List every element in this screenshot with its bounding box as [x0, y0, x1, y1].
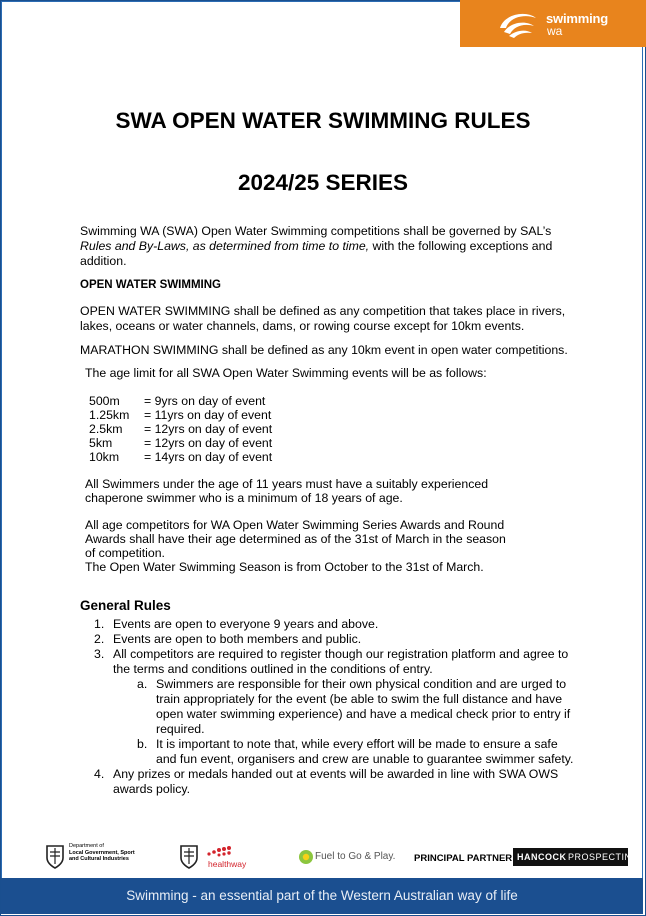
age-distance: 500m	[89, 394, 120, 408]
rule-3a-line-1: Swimmers are responsible for their own physical condition and are urged to	[156, 677, 567, 691]
age-rule: = 9yrs on day of event	[144, 394, 266, 408]
awards-line-3: of competition.	[85, 546, 165, 560]
prospecting-text: PROSPECTING	[568, 852, 640, 862]
age-limit-row	[89, 408, 271, 422]
rule-sub-letter: b.	[137, 737, 148, 751]
dlgsc-logo	[44, 840, 154, 872]
footer-banner	[1, 878, 643, 914]
government-crest-icon	[44, 842, 66, 870]
fuel-to-go-logo	[298, 840, 398, 872]
intro-line-1: Swimming WA (SWA) Open Water Swimming competitions shall be governed by SAL’s	[80, 224, 552, 238]
healthway-dots-icon	[205, 844, 235, 858]
rule-3a-line-2: train appropriately for the event (be able to swim the full distance and have	[156, 692, 563, 706]
age-rule: = 12yrs on day of event	[144, 422, 273, 436]
fuel-icon	[298, 849, 314, 865]
ows-definition-line-1: OPEN WATER SWIMMING shall be defined as any competition that takes place in rivers,	[80, 304, 566, 318]
dept-line-3: and Cultural Industries	[69, 856, 129, 862]
age-limit-row	[89, 394, 265, 408]
rule-3a-line-3: open water swimming experience) and have a medical check prior to entry if	[156, 707, 571, 721]
document-subtitle: 2024/25 SERIES	[237, 170, 409, 195]
age-limit-intro: The age limit for all SWA Open Water Swimming events will be as follows:	[85, 366, 487, 380]
chaperone-line-2: chaperone swimmer who is a minimum of 18 years of age.	[85, 491, 403, 505]
chaperone-line-1: All Swimmers under the age of 11 years must have a suitably experienced	[85, 477, 489, 491]
rule-3-text-line-2: the terms and conditions outlined in the conditions of entry.	[113, 662, 433, 676]
government-crest-icon	[178, 842, 200, 870]
principal-partner-label: PRINCIPAL PARTNER	[414, 853, 513, 864]
age-rule: = 11yrs on day of event	[144, 408, 272, 422]
awards-line-2: Awards shall have their age determined as of the 31st of March in the season	[85, 532, 506, 546]
rule-number: 2.	[94, 632, 105, 646]
swimming-wa-logo	[460, 0, 646, 47]
intro-italic: Rules and By-Laws, as determined from time to time,	[80, 239, 370, 253]
healthway-logo	[178, 840, 258, 872]
awards-line-1: All age competitors for WA Open Water Swimming Series Awards and Round	[85, 518, 505, 532]
rule-3b-line-2: and fun event, organisers and crew are unable to guarantee swimmer safety.	[156, 752, 574, 766]
dept-line-1: Department of	[69, 843, 104, 849]
rule-4-line-2: awards policy.	[113, 782, 190, 796]
dept-line-2: Local Government, Sport	[69, 849, 135, 856]
document-title: SWA OPEN WATER SWIMMING RULES	[115, 108, 531, 133]
intro-line-2	[80, 239, 552, 254]
fuel-text: Fuel to Go & Play.	[315, 851, 396, 862]
logo-text-wa: wa	[547, 24, 563, 38]
age-distance: 5km	[89, 436, 113, 450]
section-heading-ows: OPEN WATER SWIMMING	[80, 279, 221, 291]
healthway-text: healthway	[208, 859, 247, 869]
intro-line-3: addition.	[80, 254, 127, 268]
age-limit-row	[89, 450, 272, 464]
age-rule: = 14yrs on day of event	[144, 450, 273, 464]
rule-2-text: Events are open to both members and public.	[113, 632, 362, 646]
age-limit-row	[89, 422, 272, 436]
hancock-text: HANCOCK	[517, 852, 567, 862]
intro-line-2-rest: with the following exceptions and	[369, 239, 553, 253]
season-line: The Open Water Swimming Season is from October to the 31st of March.	[85, 560, 484, 574]
footer-tagline: Swimming - an essential part of the Western Australian way of life	[126, 888, 518, 903]
general-rules-heading: General Rules	[80, 598, 171, 613]
rule-sub-letter: a.	[137, 677, 148, 691]
rule-number: 4.	[94, 767, 105, 781]
age-distance: 10km	[89, 450, 120, 464]
marathon-definition: MARATHON SWIMMING shall be defined as any 10km event in open water competitions.	[80, 343, 568, 357]
age-distance: 1.25km	[89, 408, 130, 422]
age-distance: 2.5km	[89, 422, 123, 436]
rule-1-text: Events are open to everyone 9 years and above.	[113, 617, 379, 631]
rule-3a-line-4: required.	[156, 722, 205, 736]
ows-definition-line-2: lakes, oceans or water channels, dams, or rowing course except for 10km events.	[80, 319, 525, 333]
rule-3b-line-1: It is important to note that, while every effort will be made to ensure a safe	[156, 737, 558, 751]
rule-number: 1.	[94, 617, 105, 631]
swirl-logo-icon	[496, 8, 540, 40]
rule-number: 3.	[94, 647, 105, 661]
rule-4-line-1: Any prizes or medals handed out at events will be awarded in line with SWA OWS	[113, 767, 559, 781]
hancock-prospecting-logo	[513, 848, 640, 866]
age-limit-row	[89, 436, 272, 450]
rule-3-text-line-1: All competitors are required to register though our registration platform and agree to	[113, 647, 569, 661]
age-rule: = 12yrs on day of event	[144, 436, 273, 450]
logo-text-swimming: swimming	[546, 11, 608, 26]
